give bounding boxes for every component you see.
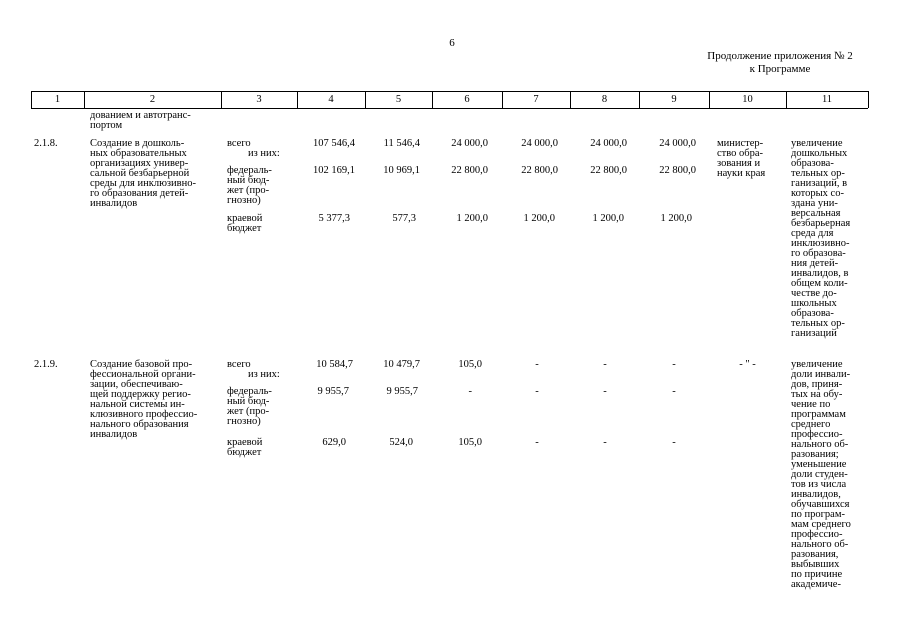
column-header: 11 xyxy=(821,94,833,105)
source-total-label: всего xyxy=(227,138,251,149)
value-cell: - xyxy=(672,386,676,397)
value-cell: 1 200,0 xyxy=(660,213,692,224)
value-cell: 1 200,0 xyxy=(523,213,555,224)
value-cell: 105,0 xyxy=(458,359,482,370)
source-of-them-label: из них: xyxy=(248,369,280,380)
column-header: 7 xyxy=(533,94,539,105)
value-cell: - xyxy=(535,359,539,370)
executor-cell: министер- ство обра- зования и науки края xyxy=(717,138,766,179)
appendix-header xyxy=(690,50,870,76)
column-header: 6 xyxy=(464,94,470,105)
column-header: 2 xyxy=(149,94,156,105)
value-cell: 629,0 xyxy=(322,437,346,448)
value-cell: 105,0 xyxy=(458,437,482,448)
value-cell: - xyxy=(535,437,539,448)
value-cell: 524,0 xyxy=(389,437,413,448)
value-cell: 5 377,3 xyxy=(318,213,350,224)
value-cell: 577,3 xyxy=(392,213,416,224)
page-number: 6 xyxy=(449,37,455,49)
row-number: 2.1.8. xyxy=(34,138,58,149)
value-cell: 10 584,7 xyxy=(316,359,353,370)
value-cell: 9 955,7 xyxy=(386,386,418,397)
value-cell: 1 200,0 xyxy=(456,213,488,224)
column-header: 1 xyxy=(54,94,61,105)
value-cell: 107 546,4 xyxy=(313,138,355,149)
value-cell: - xyxy=(468,386,472,397)
row-number: 2.1.9. xyxy=(34,359,58,370)
value-cell: 102 169,1 xyxy=(313,165,355,176)
value-cell: 24 000,0 xyxy=(451,138,488,149)
value-cell: - xyxy=(603,437,607,448)
value-cell: 11 546,4 xyxy=(383,138,420,149)
value-cell: 22 800,0 xyxy=(659,165,696,176)
value-cell: - xyxy=(603,386,607,397)
value-cell: 10 969,1 xyxy=(383,165,420,176)
column-header: 8 xyxy=(601,94,608,105)
value-cell: 24 000,0 xyxy=(521,138,558,149)
value-cell: - xyxy=(672,359,676,370)
source-regional-label: краевой бюджет xyxy=(227,437,263,458)
column-header: 5 xyxy=(395,94,402,105)
value-cell: - xyxy=(603,359,607,370)
source-federal-label: федераль- ный бюд- жет (про- гнозно) xyxy=(227,386,272,427)
value-cell: 1 200,0 xyxy=(592,213,624,224)
source-total-label: всего xyxy=(227,359,251,370)
source-regional-label: краевой бюджет xyxy=(227,213,263,234)
source-of-them-label: из них: xyxy=(248,148,280,159)
source-federal-label: федераль- ный бюд- жет (про- гнозно) xyxy=(227,165,272,206)
column-header: 4 xyxy=(328,94,334,105)
value-cell: - xyxy=(672,437,676,448)
row-title: Создание базовой про- фессиональной органи- зации, обеспечиваю- щей поддержку регио- нальной системы ин- клюзивного профессио- нального образования инвалидов xyxy=(90,359,198,440)
value-cell: - xyxy=(535,386,539,397)
value-cell: 24 000,0 xyxy=(590,138,627,149)
column-header: 3 xyxy=(256,94,262,105)
result-cell: увеличение дошкольных образова- тельных ор- ганизаций, в которых со- здана уни- версальная безбарьерная среда для инклюзивно- го образова- ния детей- инвалидов, в общем коли- честве до- школьных образова- тельных ор- ганизаций xyxy=(791,138,851,339)
column-header: 10 xyxy=(742,94,753,105)
value-cell: 22 800,0 xyxy=(590,165,627,176)
column-header: 9 xyxy=(671,94,677,105)
value-cell: 10 479,7 xyxy=(383,359,420,370)
result-cell: увеличение доли инвали- дов, приня- тых на обу- чение по программам среднего профессио- нального об- разования; уменьшение доли студен- тов из числа инвалидов, обучавшихся по програм- мам среднего профессио- нального об- разования, выбывших по причине академиче- xyxy=(791,359,851,590)
row-title: Создание в дошколь- ных образовательных организациях универ- сальной безбарьерной среды для инклюзивно- го образования детей- инвалидов xyxy=(90,138,197,209)
appendix-header-line1: Продолжение приложения № 2 xyxy=(707,50,853,62)
executor-cell: - " - xyxy=(739,359,756,370)
value-cell: 24 000,0 xyxy=(659,138,696,149)
appendix-header-line2: к Программе xyxy=(749,63,811,75)
value-cell: 22 800,0 xyxy=(451,165,488,176)
value-cell: 22 800,0 xyxy=(521,165,558,176)
carryover-text: дованием и автотранс- портом xyxy=(90,110,191,131)
value-cell: 9 955,7 xyxy=(317,386,349,397)
